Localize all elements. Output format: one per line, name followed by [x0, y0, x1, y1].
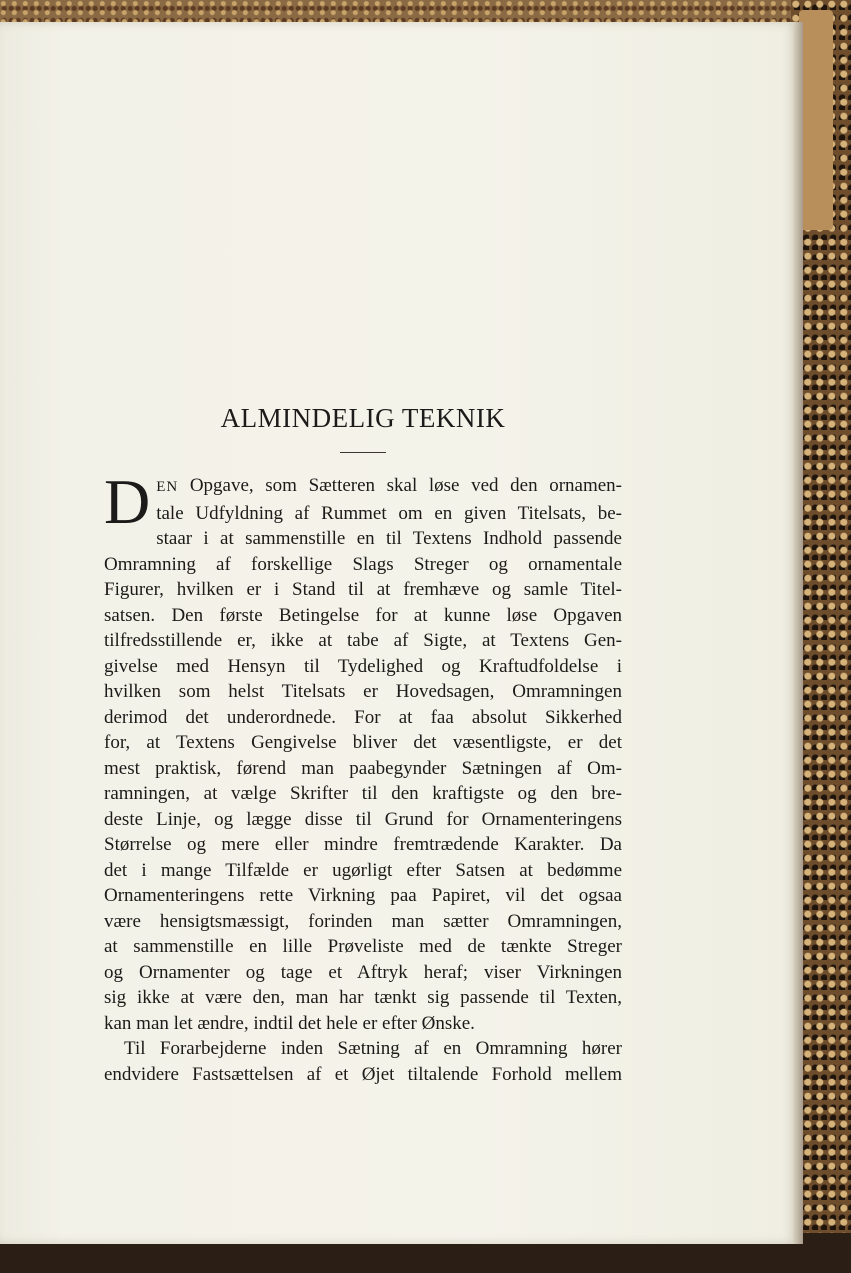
text-line: kan man let ændre, indtil det hele er efter Ønske.	[104, 1012, 475, 1034]
text-line: være hensigtsmæssigt, forinden man sætter Omramningen,	[104, 910, 622, 932]
text-line: deste Linje, og lægge disse til Grund for Ornamenteringens	[104, 808, 622, 830]
paragraph-1	[104, 466, 622, 1036]
page-edge	[793, 22, 803, 1244]
text-line: derimod det underordnede. For at faa absolut Sikkerhed	[104, 706, 622, 728]
text-line: mest praktisk, førend man paabegynder Sætningen af Om-	[104, 757, 622, 779]
text-line: givelse med Hensyn til Tydelighed og Kraftudfoldelse i	[104, 655, 622, 677]
page-content	[104, 398, 622, 1087]
small-caps: EN	[156, 479, 179, 495]
title-rule	[340, 452, 386, 453]
chapter-title: ALMINDELIG TEKNIK	[220, 403, 506, 433]
text-line: endvidere Fastsættelsen af et Øjet tiltalende Forhold mellem	[104, 1063, 622, 1085]
text-line: og Ornamenter og tage et Aftryk heraf; viser Virkningen	[104, 961, 622, 983]
text-line: Figurer, hvilken er i Stand til at fremhæve og samle Titel-	[104, 579, 622, 600]
text-line: staar i at sammenstille en til Textens Indhold passende	[156, 528, 622, 549]
drop-cap: D	[104, 466, 151, 537]
text-line: at sammenstille en lille Prøveliste med de tænkte Streger	[104, 936, 622, 957]
text-line: Omramning af forskellige Slags Streger og ornamentale	[104, 553, 622, 575]
paragraph-2	[104, 1036, 622, 1087]
text-line: satsen. Den første Betingelse for at kunne løse Opgaven	[104, 604, 622, 626]
text-line: det i mange Tilfælde er ugørligt efter Satsen at bedømme	[104, 859, 622, 881]
text-line: Til Forarbejderne inden Sætning af en Omramning hører	[124, 1038, 622, 1059]
text-line: for, at Textens Gengivelse bliver det væsentligste, er det	[104, 732, 622, 753]
text-line: sig ikke at være den, man har tænkt sig passende til Texten,	[104, 987, 622, 1008]
text-line: Ornamenteringens rette Virkning paa Papiret, vil det ogsaa	[104, 885, 622, 906]
text-line: hvilken som helst Titelsats er Hovedsagen, Omramningen	[104, 681, 622, 702]
text-line: tale Udfyldning af Rummet om en given Titelsats, be-	[156, 502, 622, 524]
book-spine-label	[799, 10, 833, 230]
text-line: Størrelse og mere eller mindre fremtrædende Karakter. Da	[104, 834, 622, 855]
text-line: tilfredsstillende er, ikke at tabe af Sigte, at Textens Gen-	[104, 630, 622, 651]
text-line: ramningen, at vælge Skrifter til den kraftigste og den bre-	[104, 783, 622, 804]
text-line: EN Opgave, som Sætteren skal løse ved den ornamen-	[156, 475, 622, 496]
